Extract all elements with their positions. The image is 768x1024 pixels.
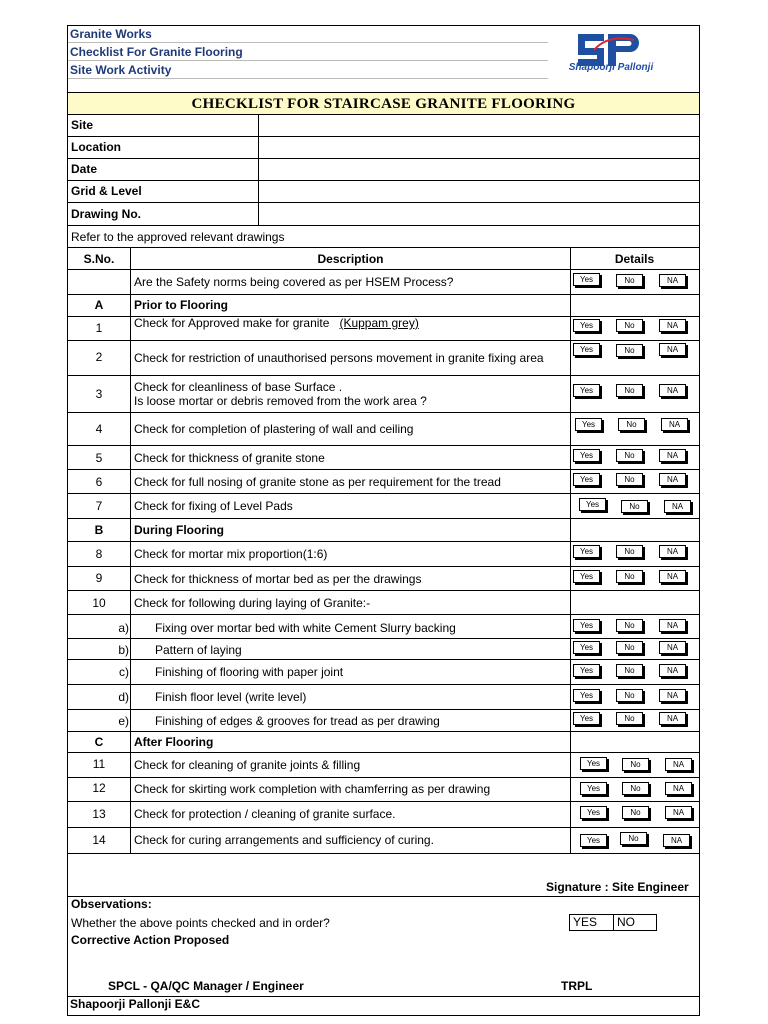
- item-text: Check for mortar mix proportion(1:6): [134, 547, 328, 561]
- item-text: Check for restriction of unauthorised persons movement in granite fixing area: [134, 351, 544, 365]
- no-checkbox[interactable]: No: [616, 473, 643, 486]
- no-checkbox[interactable]: No: [616, 319, 643, 332]
- item-text: Check for full nosing of granite stone as per requirement for the tread: [134, 475, 501, 489]
- no-checkbox[interactable]: No: [622, 806, 649, 819]
- no-checkbox[interactable]: No: [618, 418, 645, 431]
- header-line-3: Site Work Activity: [70, 63, 172, 77]
- item-text: Check for Approved make for granite (Kuppam grey): [134, 316, 419, 330]
- yes-checkbox[interactable]: Yes: [573, 273, 600, 286]
- yes-checkbox[interactable]: Yes: [573, 619, 600, 632]
- no-checkbox[interactable]: No: [621, 500, 648, 513]
- na-checkbox[interactable]: NA: [661, 418, 688, 431]
- sub-item-text: Pattern of laying: [155, 643, 242, 657]
- section-b-letter: B: [94, 523, 104, 537]
- yes-checkbox[interactable]: Yes: [573, 343, 600, 356]
- footer-trpl: TRPL: [561, 979, 593, 993]
- sub-item-number: e): [118, 714, 129, 728]
- observations-question: Whether the above points checked and in order?: [71, 916, 330, 930]
- site-label: Site: [71, 118, 94, 132]
- sub-item-number: b): [118, 643, 129, 657]
- section-c-title: After Flooring: [134, 735, 214, 749]
- sub-item-text: Finishing of flooring with paper joint: [155, 665, 344, 679]
- footer-company: Shapoorji Pallonji E&C: [70, 997, 201, 1011]
- item-number: 2: [95, 350, 103, 364]
- no-checkbox[interactable]: No: [622, 758, 649, 771]
- no-checkbox[interactable]: No: [616, 570, 643, 583]
- item-number: 13: [92, 807, 106, 821]
- header-line-1: Granite Works: [70, 27, 152, 41]
- safety-question: Are the Safety norms being covered as per HSEM Process?: [134, 275, 454, 289]
- yes-checkbox[interactable]: Yes: [573, 319, 600, 332]
- item-number: 11: [92, 757, 106, 771]
- item-number: 6: [95, 475, 103, 489]
- location-label: Location: [71, 140, 121, 154]
- sub-item-text: Finish floor level (write level): [155, 690, 307, 704]
- item-number: 10: [92, 596, 106, 610]
- details-column-header: Details: [614, 252, 655, 266]
- yes-checkbox[interactable]: Yes: [579, 498, 606, 511]
- na-checkbox[interactable]: NA: [664, 500, 691, 513]
- no-checkbox[interactable]: No: [616, 689, 643, 702]
- na-checkbox[interactable]: NA: [659, 274, 686, 287]
- item-number: 4: [95, 422, 103, 436]
- item-number: 5: [95, 451, 103, 465]
- na-checkbox[interactable]: NA: [659, 641, 686, 654]
- no-checkbox[interactable]: No: [616, 664, 643, 677]
- grid-level-value-field[interactable]: [259, 181, 698, 202]
- yes-checkbox[interactable]: Yes: [573, 689, 600, 702]
- corrective-action-label: Corrective Action Proposed: [71, 933, 230, 947]
- section-a-letter: A: [94, 298, 104, 312]
- refer-drawings-note: Refer to the approved relevant drawings: [71, 230, 285, 244]
- na-checkbox[interactable]: NA: [659, 319, 686, 332]
- item-text-make: (Kuppam grey): [339, 316, 419, 330]
- na-checkbox[interactable]: NA: [659, 664, 686, 677]
- checklist-title: CHECKLIST FOR STAIRCASE GRANITE FLOORING: [68, 92, 699, 115]
- item-text-line-2: Is loose mortar or debris removed from the work area ?: [134, 394, 427, 408]
- yes-checkbox[interactable]: Yes: [580, 834, 607, 847]
- yes-checkbox[interactable]: Yes: [573, 641, 600, 654]
- footer-qa-manager: SPCL - QA/QC Manager / Engineer: [108, 979, 304, 993]
- signature-label: Signature : Site Engineer: [546, 880, 689, 894]
- company-logo-icon: [556, 28, 666, 86]
- yes-checkbox[interactable]: Yes: [573, 545, 600, 558]
- sub-item-text: Finishing of edges & grooves for tread as per drawing: [155, 714, 440, 728]
- na-checkbox[interactable]: NA: [659, 545, 686, 558]
- yes-checkbox[interactable]: Yes: [580, 782, 607, 795]
- na-checkbox[interactable]: NA: [659, 689, 686, 702]
- no-checkbox[interactable]: No: [616, 641, 643, 654]
- item-number: 9: [95, 571, 103, 585]
- item-text: Check for skirting work completion with chamferring as per drawing: [134, 782, 491, 796]
- yes-checkbox[interactable]: Yes: [573, 384, 600, 397]
- yes-checkbox[interactable]: Yes: [573, 570, 600, 583]
- item-text: Check for completion of plastering of wall and ceiling: [134, 422, 414, 436]
- yes-checkbox[interactable]: Yes: [573, 449, 600, 462]
- date-label: Date: [71, 162, 98, 176]
- no-checkbox[interactable]: No: [616, 344, 643, 357]
- sub-item-number: a): [118, 621, 129, 635]
- sub-item-text: Fixing over mortar bed with white Cement Slurry backing: [155, 621, 456, 635]
- no-checkbox[interactable]: No: [616, 449, 643, 462]
- section-b-title: During Flooring: [134, 523, 224, 537]
- no-checkbox[interactable]: No: [620, 832, 647, 845]
- date-value-field[interactable]: [259, 159, 698, 180]
- item-text: Check for thickness of granite stone: [134, 451, 325, 465]
- site-value-field[interactable]: [259, 116, 698, 136]
- item-text: Check for thickness of mortar bed as per the drawings: [134, 572, 422, 586]
- no-checkbox[interactable]: No: [616, 712, 643, 725]
- na-checkbox[interactable]: NA: [659, 449, 686, 462]
- na-checkbox[interactable]: NA: [659, 619, 686, 632]
- drawing-no-value-field[interactable]: [259, 203, 698, 225]
- observations-no-box[interactable]: NO: [613, 914, 657, 931]
- company-logo-text: Shapoorji Pallonji: [568, 62, 654, 73]
- header-line-2: Checklist For Granite Flooring: [70, 45, 243, 59]
- no-checkbox[interactable]: No: [616, 545, 643, 558]
- no-checkbox[interactable]: No: [616, 619, 643, 632]
- drawing-no-label: Drawing No.: [71, 207, 142, 221]
- section-c-letter: C: [94, 735, 104, 749]
- item-text: Check for following during laying of Granite:-: [134, 596, 371, 610]
- item-number: 1: [95, 321, 103, 335]
- item-text: Check for fixing of Level Pads: [134, 499, 293, 513]
- item-number: 8: [95, 547, 103, 561]
- yes-checkbox[interactable]: Yes: [580, 757, 607, 770]
- yes-checkbox[interactable]: Yes: [575, 418, 602, 431]
- item-number: 3: [95, 387, 103, 401]
- no-checkbox[interactable]: No: [616, 384, 643, 397]
- location-value-field[interactable]: [259, 137, 698, 158]
- yes-checkbox[interactable]: Yes: [573, 712, 600, 725]
- grid-level-label: Grid & Level: [71, 184, 142, 198]
- item-number: 14: [92, 833, 106, 847]
- no-checkbox[interactable]: No: [622, 782, 649, 795]
- item-number: 12: [92, 781, 106, 795]
- item-text: Check for cleanliness of base Surface .: [134, 380, 343, 394]
- yes-checkbox[interactable]: Yes: [573, 664, 600, 677]
- na-checkbox[interactable]: NA: [659, 473, 686, 486]
- na-checkbox[interactable]: NA: [659, 343, 686, 356]
- item-number: 7: [95, 499, 103, 513]
- item-text: Check for cleaning of granite joints & filling: [134, 758, 361, 772]
- sub-item-number: c): [119, 665, 129, 679]
- sno-column-header: S.No.: [83, 252, 115, 266]
- yes-checkbox[interactable]: Yes: [580, 806, 607, 819]
- description-column-header: Description: [317, 252, 384, 266]
- na-checkbox[interactable]: NA: [665, 806, 692, 819]
- na-checkbox[interactable]: NA: [659, 384, 686, 397]
- na-checkbox[interactable]: NA: [663, 834, 690, 847]
- sub-item-number: d): [118, 690, 129, 704]
- observations-yes-box[interactable]: YES: [569, 914, 614, 931]
- no-checkbox[interactable]: No: [616, 274, 643, 287]
- na-checkbox[interactable]: NA: [659, 712, 686, 725]
- na-checkbox[interactable]: NA: [659, 570, 686, 583]
- observations-title: Observations:: [71, 897, 152, 911]
- na-checkbox[interactable]: NA: [665, 782, 692, 795]
- na-checkbox[interactable]: NA: [665, 758, 692, 771]
- item-text: Check for curing arrangements and sufficiency of curing.: [134, 833, 434, 847]
- item-text: Check for protection / cleaning of granite surface.: [134, 807, 396, 821]
- yes-checkbox[interactable]: Yes: [573, 473, 600, 486]
- section-a-title: Prior to Flooring: [134, 298, 228, 312]
